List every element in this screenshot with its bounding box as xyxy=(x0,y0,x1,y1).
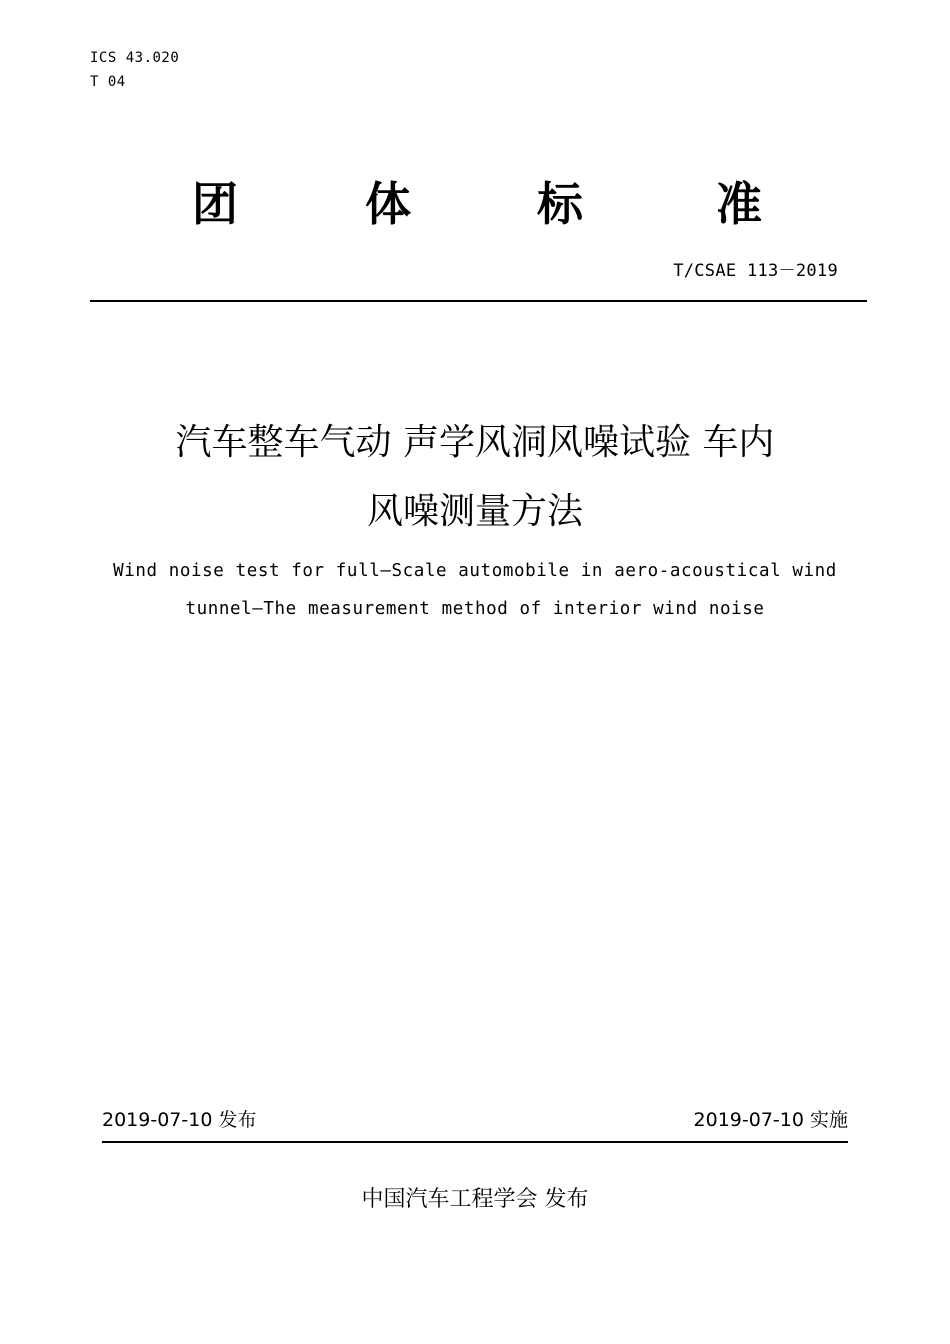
standard-number: T/CSAE 113－2019 xyxy=(673,261,838,281)
standard-type-char: 体 xyxy=(365,177,411,231)
title-cn-line-1: 汽车整车气动 声学风洞风噪试验 车内 xyxy=(175,422,775,463)
standard-type-char: 标 xyxy=(537,177,583,231)
title-cn-line-2: 风噪测量方法 xyxy=(366,491,583,532)
standard-type-heading xyxy=(0,178,950,234)
implementation-date: 2019-07-10 实施 xyxy=(693,1109,848,1131)
standard-type-char: 准 xyxy=(716,177,762,231)
classification-code: T 04 xyxy=(90,74,126,90)
footer-divider xyxy=(102,1141,848,1143)
ics-code: ICS 43.020 xyxy=(90,50,180,66)
publisher: 中国汽车工程学会 发布 xyxy=(361,1187,589,1212)
issue-date: 2019-07-10 发布 xyxy=(102,1109,257,1131)
title-en-line-2: tunnel—The measurement method of interior wind noise xyxy=(185,599,765,619)
header-divider xyxy=(90,300,867,302)
title-en-line-1: Wind noise test for full—Scale automobile in aero-acoustical wind xyxy=(113,561,837,581)
standard-type-char: 团 xyxy=(192,177,238,231)
